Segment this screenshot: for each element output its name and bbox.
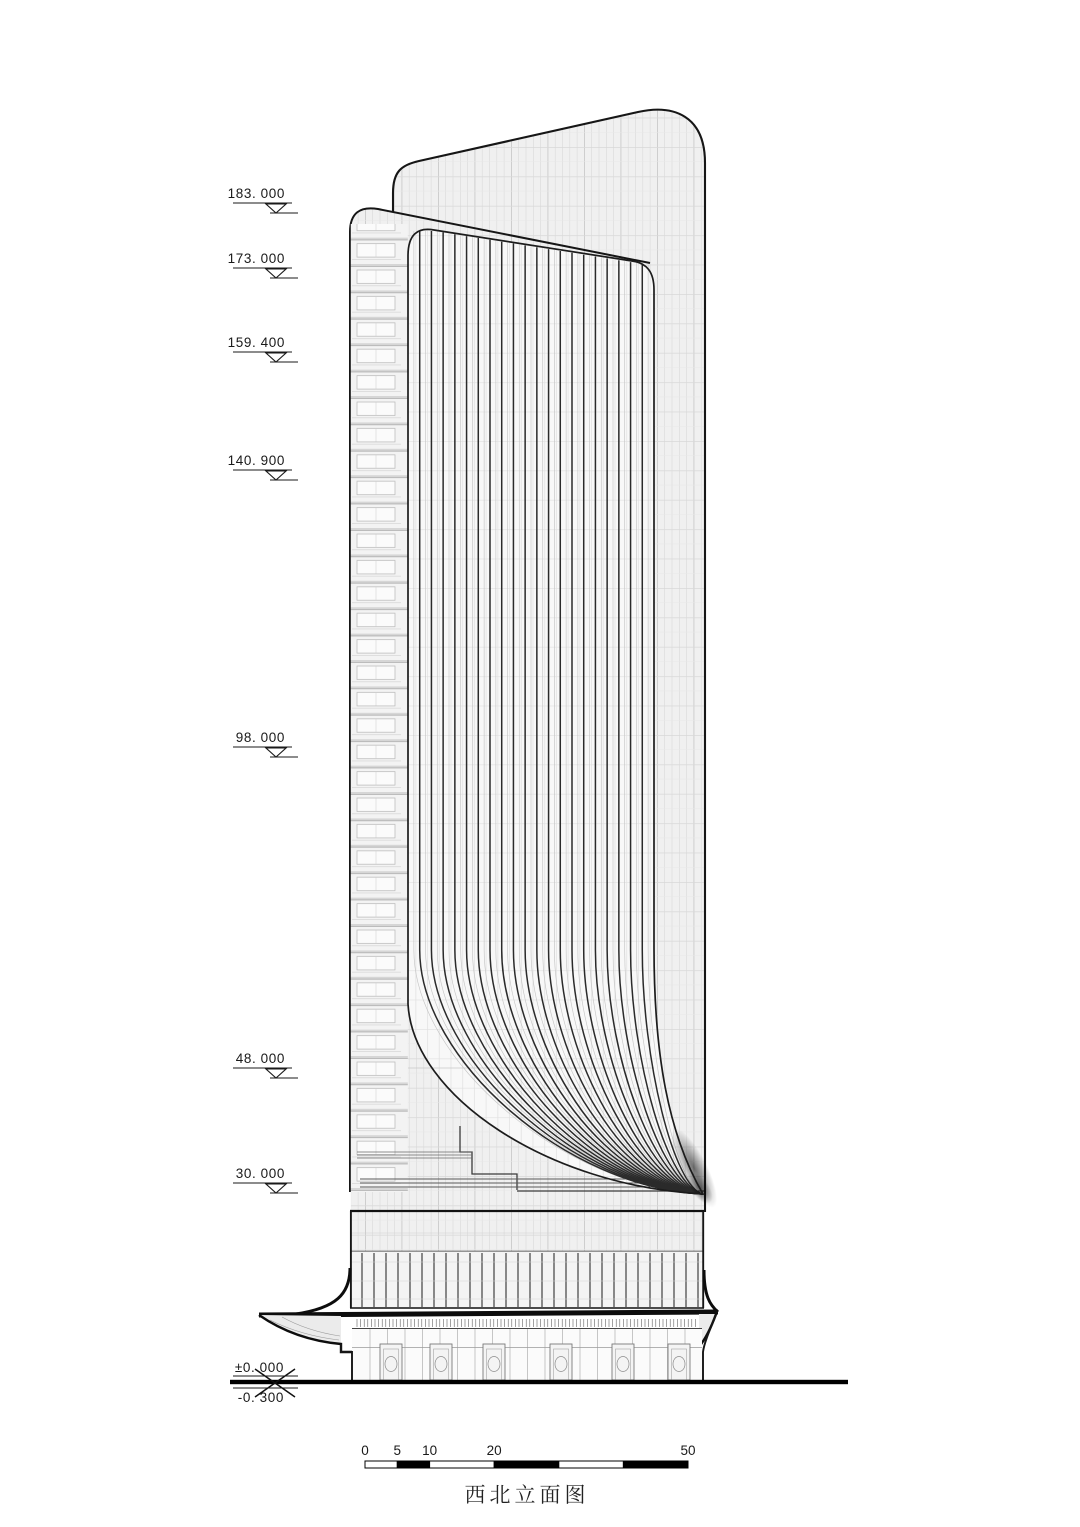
level-marker-label: 183. 000: [227, 186, 285, 201]
scale-tick-label: 0: [361, 1443, 369, 1458]
scale-tick-label: 5: [393, 1443, 402, 1458]
left-wing-floors: [351, 224, 408, 1192]
scale-tick-label: 50: [680, 1443, 696, 1458]
scale-tick-label: 20: [486, 1443, 502, 1458]
scale-bar-segment: [494, 1461, 559, 1468]
level-marker-label: 140. 900: [227, 453, 285, 468]
drawing-title: 西北立面图: [464, 1484, 590, 1507]
level-marker-label: 98. 000: [235, 730, 285, 745]
scale-bar-segment: [365, 1461, 397, 1468]
level-triangle-icon: [266, 748, 286, 757]
canopy-right-flare: [704, 1270, 718, 1312]
level-triangle-icon: [266, 1184, 286, 1193]
level-marker-label: 48. 000: [235, 1051, 285, 1066]
level-marker-label: 30. 000: [235, 1166, 285, 1181]
level-triangle-icon: [266, 353, 286, 362]
podium-grid-band: [350, 1192, 704, 1252]
level-marker-label: 173. 000: [227, 251, 285, 266]
level-marker: [233, 1051, 298, 1078]
ground-upper-label: ±0. 000: [234, 1360, 284, 1375]
level-marker: [228, 453, 298, 480]
scale-bar-segment: [559, 1461, 624, 1468]
level-triangle-icon: [266, 471, 286, 480]
scale-tick-label: 10: [422, 1443, 438, 1458]
storefront-left-edge: [341, 1344, 352, 1381]
scale-bar: [361, 1443, 695, 1468]
canopy-hatch-ticks: [357, 1319, 695, 1327]
storefront: [341, 1315, 716, 1381]
level-triangle-icon: [266, 204, 286, 213]
elevation-level-markers: [228, 186, 298, 1193]
scale-bar-segment: [623, 1461, 688, 1468]
level-triangle-icon: [266, 1069, 286, 1078]
canopy-left-flare: [296, 1268, 350, 1314]
level-marker: [228, 186, 298, 213]
level-marker: [233, 1166, 298, 1193]
level-marker: [228, 335, 298, 362]
level-marker-label: 159. 400: [227, 335, 285, 350]
ground-lower-label: -0. 300: [237, 1390, 284, 1405]
scale-bar-segment: [397, 1461, 429, 1468]
ground-line: [230, 1380, 848, 1384]
level-marker: [228, 251, 298, 278]
level-triangle-icon: [266, 269, 286, 278]
scale-bar-segment: [430, 1461, 495, 1468]
canopy-left-underside-fill: [259, 1315, 341, 1344]
level-marker: [233, 730, 298, 757]
